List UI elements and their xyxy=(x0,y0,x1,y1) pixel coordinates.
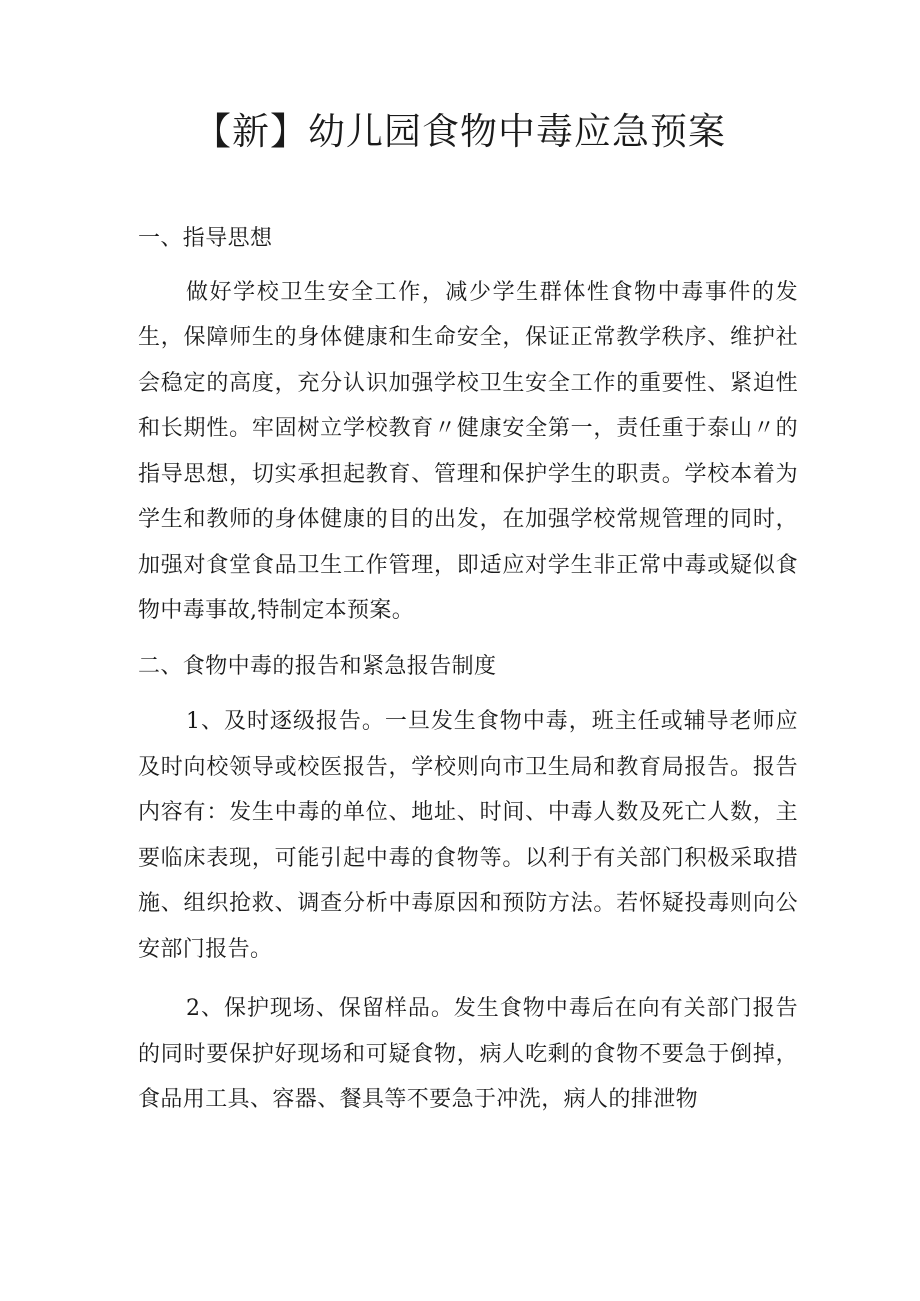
document-body xyxy=(138,216,798,1123)
paragraph-timely-reporting: 1、及时逐级报告。一旦发生食物中毒，班主任或辅导老师应及时向校领导或校医报告，学校则向市卫生局和教育局报告。报告内容有：发生中毒的单位、地址、时间、中毒人数及死亡人数，主要临床表现，可能引起中毒的食物等。以利于有关部门积极采取措施、组织抢救、调查分析中毒原因和预防方法。若怀疑投毒则向公安部门报告。 xyxy=(138,709,798,962)
paragraph-protect-scene: 2、保护现场、保留样品。发生食物中毒后在向有关部门报告的同时要保护好现场和可疑食物，病人吃剩的食物不要急于倒掉，食品用工具、容器、餐具等不要急于冲洗，病人的排泄物 xyxy=(138,996,798,1112)
paragraph-guiding-ideology: 做好学校卫生安全工作，减少学生群体性食物中毒事件的发生，保障师生的身体健康和生命安全，保证正常教学秩序、维护社会稳定的高度，充分认识加强学校卫生安全工作的重要性、紧迫性和长期性。牢固树立学校教育〃健康安全第一，责任重于泰山〃的指导思想，切实承担起教育、管理和保护学生的职责。学校本着为学生和教师的身体健康的目的出发，在加强学校常规管理的同时，加强对食堂食品卫生工作管理，即适应对学生非正常中毒或疑似食物中毒事故,特制定本预案。 xyxy=(138,279,798,623)
section-heading-guiding-ideology: 一、指导思想 xyxy=(138,226,273,251)
section-heading-reporting-system: 二、食物中毒的报告和紧急报告制度 xyxy=(138,653,497,679)
document-title: 【新】幼儿园食物中毒应急预案 xyxy=(194,110,726,153)
